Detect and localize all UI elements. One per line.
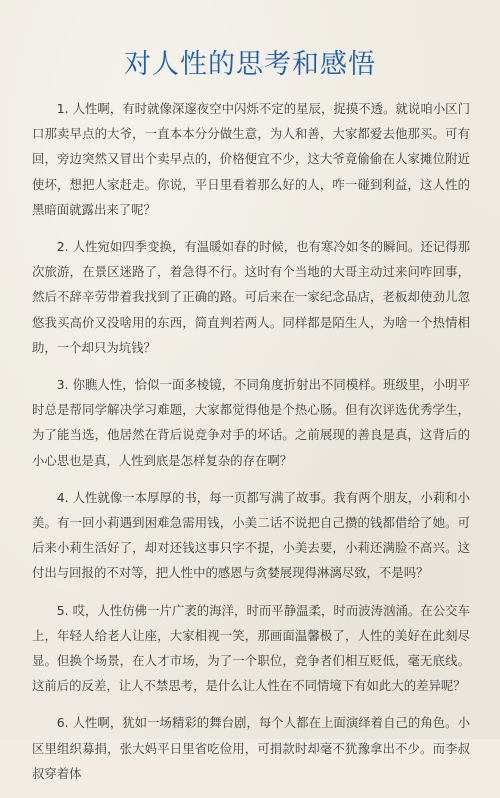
paragraph-4: 4. 人性就像一本厚厚的书，每一页都写满了故事。我有两个朋友，小莉和小美。有一回小莉遇到困难急需用钱，小美二话不说把自己攒的钱都借给了她。可后来小莉生活好了，却对还钱这事只字不提，小美去要，小莉还满脸不高兴。这付出与回报的不对等，把人性中的感恩与贪婪展现得淋漓尽致，不是吗？ <box>32 489 470 581</box>
paragraph-5: 5. 哎，人性仿佛一片广袤的海洋，时而平静温柔，时而波涛汹涌。在公交车上，年轻人给老人让座，大家相视一笑，那画面温馨极了，人性的美好在此刻尽显。但换个场景，在人才市场，为了一个职位，竞争者们相互贬低，毫无底线。这前后的反差，让人不禁思考，是什么让人性在不同情境下有如此大的差异呢？ <box>32 602 470 694</box>
article-body <box>32 96 470 798</box>
page-title: 对人性的思考和感悟 <box>124 49 376 80</box>
paragraph-1: 1. 人性啊，有时就像深邃夜空中闪烁不定的星辰，捉摸不透。就说咱小区门口那卖早点的大爷，一直本本分分做生意，为人和善，大家都爱去他那买。可有回，旁边突然又冒出个卖早点的，价格便宜不少，这大爷竟偷偷在人家摊位附近使坏，想把人家赶走。你说，平日里看着那么好的人，咋一碰到利益，这人性的黑暗面就露出来了呢？ <box>32 101 470 217</box>
paragraph-6: 6. 人性啊，犹如一场精彩的舞台剧，每个人都在上面演绎着自己的角色。小区里组织募捐，张大妈平日里省吃俭用，可捐款时却毫不犹豫拿出不少。而李叔叔穿着体 <box>32 715 470 781</box>
paragraph-2: 2. 人性宛如四季变换，有温暖如春的时候，也有寒冷如冬的瞬间。还记得那次旅游，在景区迷路了，着急得不行。这时有个当地的大哥主动过来问咋回事，然后不辞辛劳带着我找到了正确的路。可后来在一家纪念品店，老板却使劲儿忽悠我买高价又没啥用的东西，简直判若两人。同样都是陌生人，为啥一个热情相助，一个却只为坑钱？ <box>32 239 470 355</box>
paragraph-3: 3. 你瞧人性，恰似一面多棱镜，不同角度折射出不同模样。班级里，小明平时总是帮同学解决学习难题，大家都觉得他是个热心肠。但有次评选优秀学生，为了能当选，他居然在背后说竞争对手的坏话。之前展现的善良是真，这背后的小心思也是真，人性到底是怎样复杂的存在啊？ <box>32 377 470 468</box>
